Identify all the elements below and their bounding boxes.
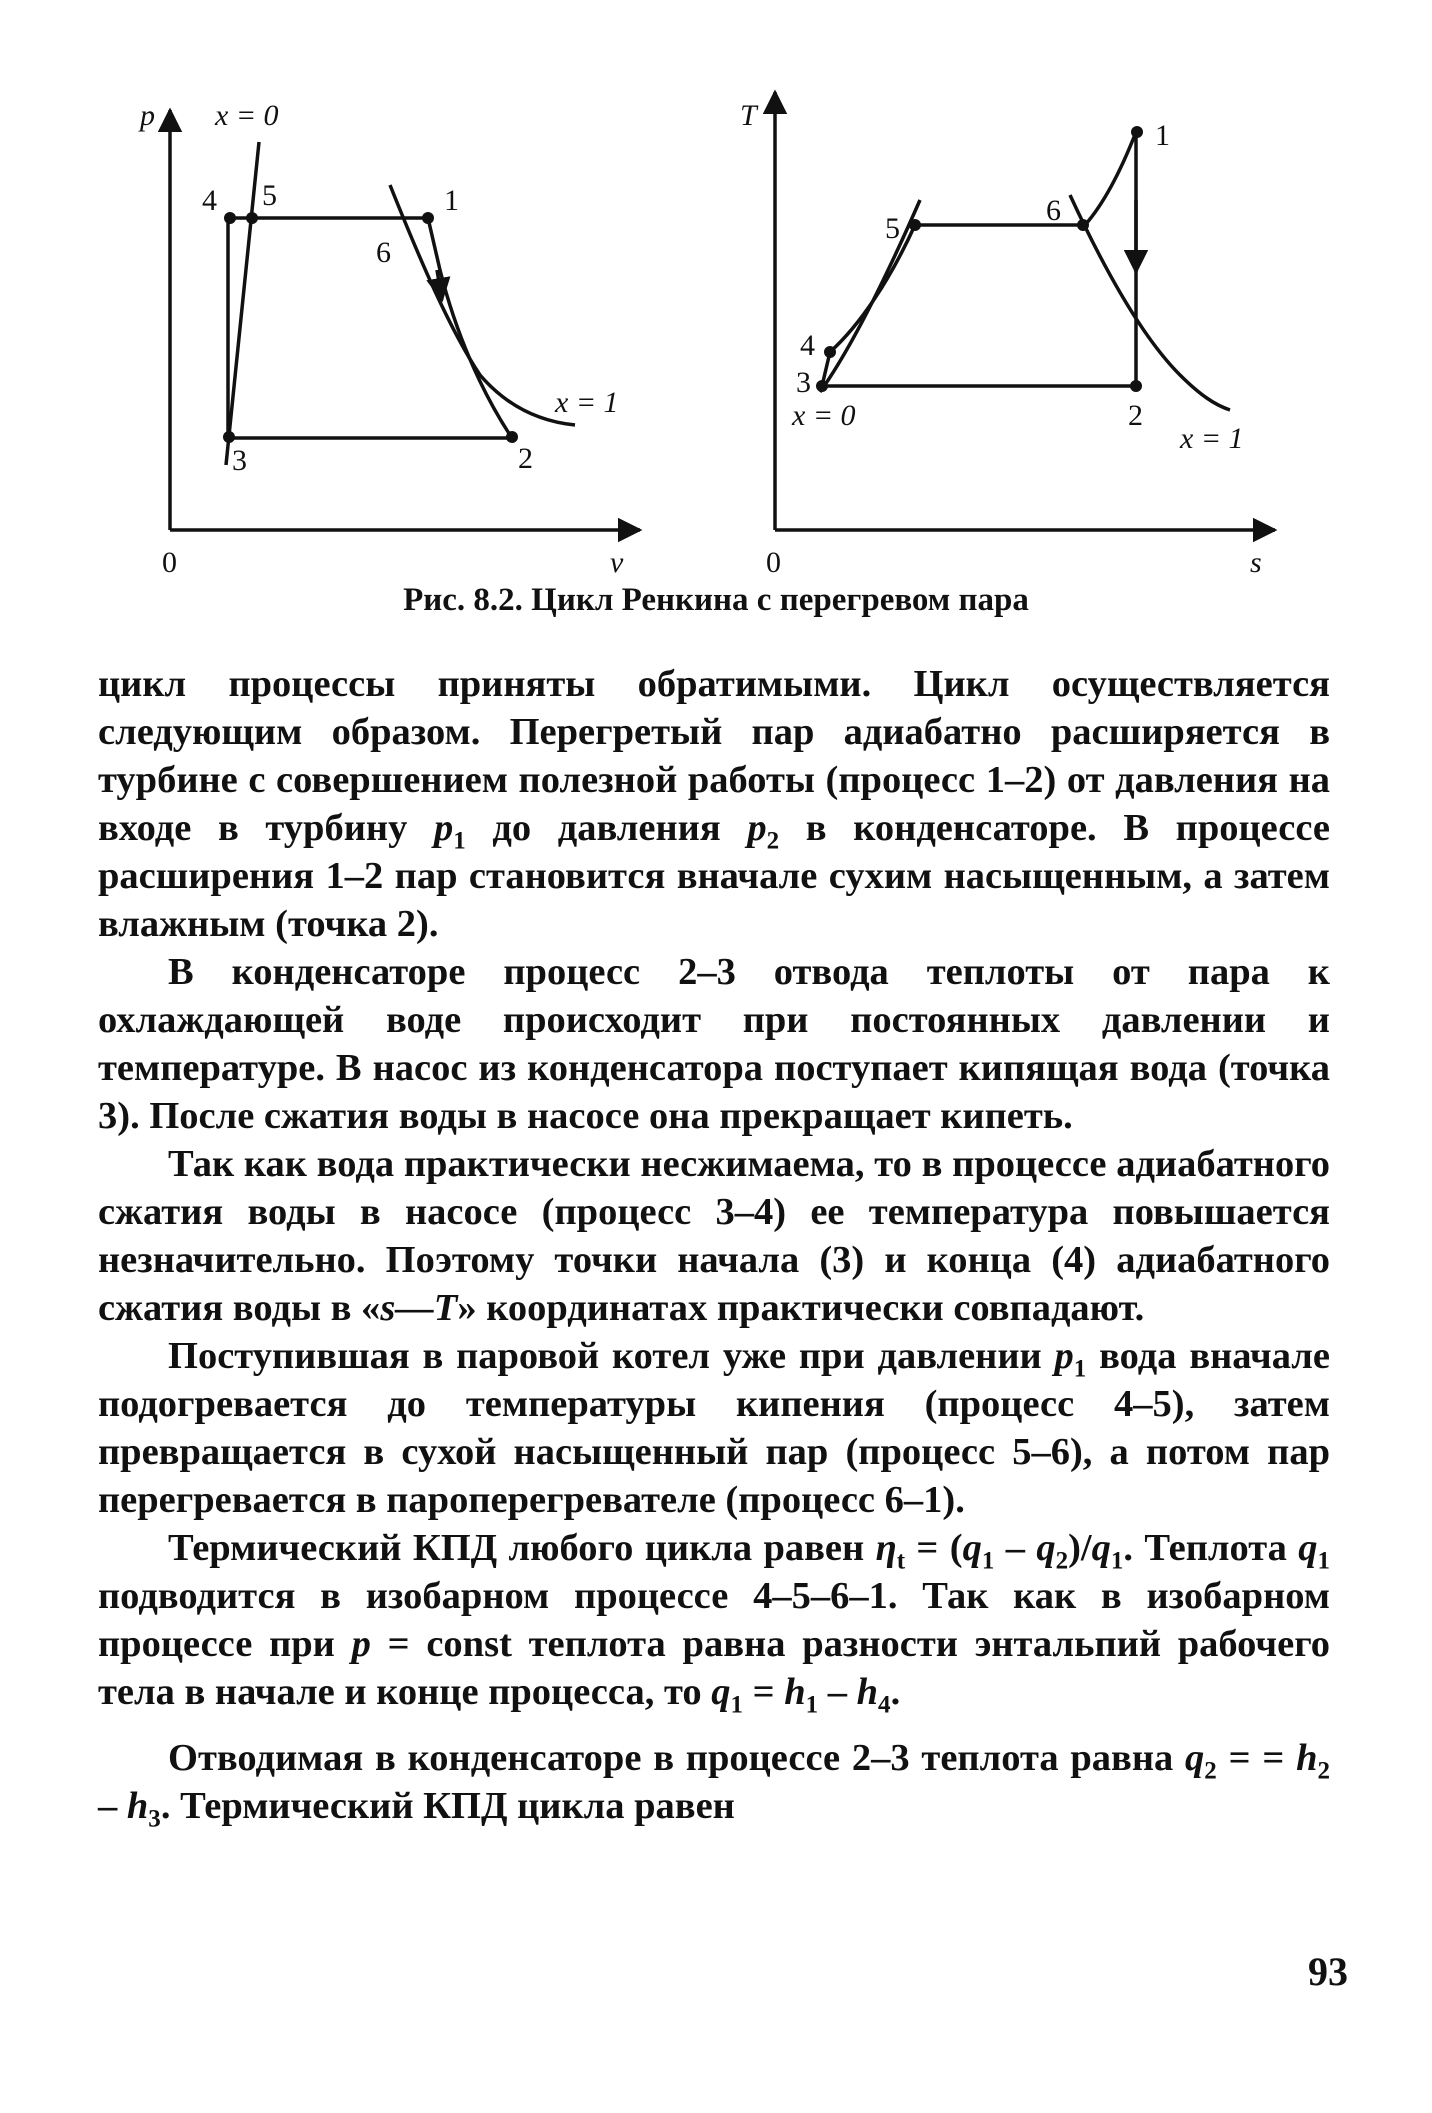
ts-point-2 [1130, 380, 1142, 392]
pv-point-2 [506, 431, 518, 443]
pv-point-1 [422, 212, 434, 224]
pv-point-2-label: 2 [518, 442, 533, 475]
pv-point-6-label: 6 [376, 236, 391, 269]
pv-axis-y-label: p [140, 99, 155, 132]
ts-point-6 [1077, 219, 1089, 231]
pv-point-4-label: 4 [202, 184, 217, 217]
page-number: 93 [1308, 1949, 1348, 1994]
pv-point-3 [223, 431, 235, 443]
ts-point-1-label: 1 [1155, 119, 1170, 152]
ts-diagram [775, 92, 1275, 530]
pv-point-5 [246, 212, 258, 224]
paragraph-1: цикл процессы приняты обратимыми. Цикл осуществляется следующим образом. Перегретый пар адиабатно расширяется в турбине с совершением полезной работы (процесс 1–2) от давления на входе в турбину $p_1$ до давления $p_2$ в конденсаторе. В процессе расширения 1–2 пар становится вначале сухим насыщенным, а затем влажным (точка 2). [98, 663, 1330, 945]
ts-origin-label: 0 [766, 546, 781, 579]
ts-point-5 [909, 219, 921, 231]
ts-x1-label: x = 1 [1180, 422, 1244, 455]
pv-saturated-liquid-line [226, 142, 259, 465]
ts-x0-label: x = 0 [792, 399, 856, 432]
ts-saturated-vapor-line [1070, 195, 1230, 410]
ts-point-4 [824, 346, 836, 358]
ts-point-2-label: 2 [1128, 399, 1143, 432]
ts-point-3 [816, 380, 828, 392]
pv-point-3-label: 3 [232, 444, 247, 477]
pv-axis-x-label: v [610, 546, 624, 579]
pv-labels [138, 99, 624, 579]
figure-caption: Рис. 8.2. Цикл Ренкина с перегревом пара [403, 582, 1029, 618]
ts-point-3-label: 3 [796, 366, 811, 399]
paragraph-6: Отводимая в конденсаторе в процессе 2–3 теплота равна $q_2$ = = $h_2 - h_3$. Термический КПД цикла равен [98, 1737, 1330, 1833]
ts-point-5-label: 5 [885, 212, 900, 245]
ts-saturated-liquid-line [820, 200, 920, 392]
ts-point-4-label: 4 [800, 329, 815, 362]
rankine-cycle-figure [0, 0, 1432, 600]
pv-point-5-label: 5 [262, 179, 277, 212]
ts-labels [740, 99, 1262, 579]
paragraph-4: Поступившая в паровой котел уже при давлении $p_1$ вода вначале подогревается до температуры кипения (процесс 4–5), затем превращается в сухой насыщенный пар (процесс 5–6), а потом пар перегревается в пароперегревателе (процесс 6–1). [98, 1335, 1330, 1521]
pv-x0-label: x = 0 [215, 99, 279, 132]
body-text [98, 660, 1331, 1833]
paragraph-2: В конденсаторе процесс 2–3 отвода теплоты от пара к охлаждающей воде происходит при постоянных давлении и температуре. В насос из конденсатора поступает кипящая вода (точка 3). После сжатия воды в насосе она прекращает кипеть. [98, 951, 1330, 1137]
pv-point-4 [224, 212, 236, 224]
pv-origin-label: 0 [162, 546, 177, 579]
pv-cycle-path [228, 218, 512, 438]
ts-points [816, 126, 1143, 392]
ts-point-6-label: 6 [1046, 194, 1061, 227]
pv-point-1-label: 1 [444, 184, 459, 217]
pv-points [223, 212, 518, 443]
paragraph-3: Так как вода практически несжимаема, то в процессе адиабатного сжатия воды в насосе (процесс 3–4) ее температура повышается незначительно. Поэтому точки начала (3) и конца (4) адиабатного сжатия воды в «s—T» координатах практически совпадают. [98, 1143, 1330, 1329]
paragraph-5: Термический КПД любого цикла равен $\eta_t = (q_1 - q_2)/q_1$. Теплота $q_1$ подводится в изобарном процессе 4–5–6–1. Так как в изобарном процессе при p = const теплота равна разности энтальпий рабочего тела в начале и конце процесса, то $q_1 = h_1 - h_4$. [98, 1527, 1331, 1719]
ts-axis-y-label: T [740, 99, 757, 132]
ts-point-1 [1131, 126, 1143, 138]
ts-axis-x-label: s [1250, 546, 1262, 579]
pv-x1-label: x = 1 [555, 386, 619, 419]
ts-cycle-path [822, 132, 1136, 386]
